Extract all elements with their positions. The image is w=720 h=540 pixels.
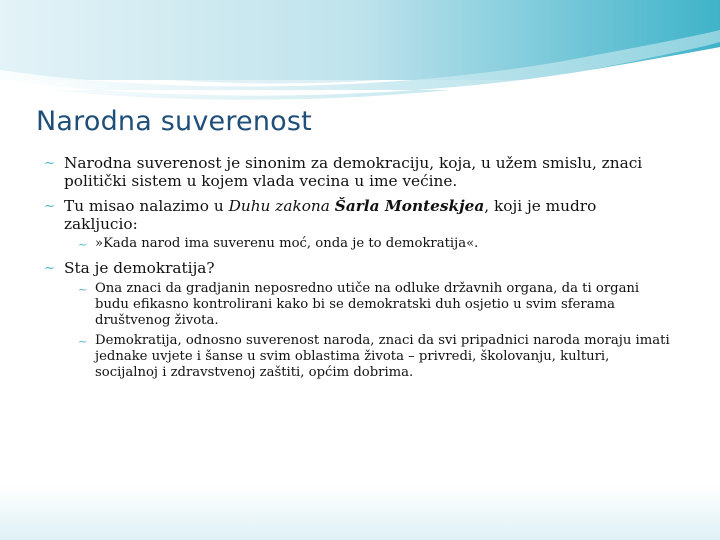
sub-bullet-text: »Kada narod ima suverenu moć, onda je to demokratija«. bbox=[95, 236, 479, 251]
sub-bullet-text: Demokratija, odnosno suverenost naroda, znaci da svi pripadnici naroda moraju imati jednake uvjete i šanse u svim oblastima života – privredi, školovanju, kulturi, socijalnoj i zdravstvenoj zaštiti, općim dobrima. bbox=[95, 333, 670, 380]
author-name: Šarla Monteskjea bbox=[334, 197, 485, 215]
wave-bullet-icon: ~ bbox=[44, 156, 55, 171]
sub-bullet-item bbox=[78, 333, 670, 381]
wave-bullet-icon: ~ bbox=[44, 199, 55, 214]
bullet-text: Sta je demokratija? bbox=[64, 259, 215, 277]
book-title: Duhu zakona bbox=[228, 197, 330, 215]
sub-bullet-item bbox=[78, 236, 670, 252]
wave-bullet-icon: ~ bbox=[78, 335, 88, 348]
bullet-text: Narodna suverenost je sinonim za demokraciju, koja, u užem smislu, znaci politički sistem u kojem vlada vecina u ime većine. bbox=[64, 154, 643, 190]
bullet-item bbox=[44, 154, 674, 190]
wave-bullet-icon: ~ bbox=[78, 283, 88, 296]
wave-bullet-icon: ~ bbox=[78, 238, 88, 251]
bullet-text: Tu misao nalazimo u bbox=[64, 197, 229, 215]
bullet-text: , koji je mudro zakljucio: bbox=[64, 197, 597, 233]
wave-bullet-icon: ~ bbox=[44, 261, 55, 276]
sub-bullet-text: Ona znaci da gradjanin neposredno utiče na odluke državnih organa, da ti organi budu efikasno kontrolirani kako bi se demokratski duh osjetio u svim sferama društvenog života. bbox=[95, 281, 640, 328]
slide-title: Narodna suverenost bbox=[36, 106, 312, 137]
bullet-item bbox=[44, 197, 674, 233]
sub-bullet-item bbox=[78, 281, 670, 329]
bullet-item bbox=[44, 259, 674, 277]
